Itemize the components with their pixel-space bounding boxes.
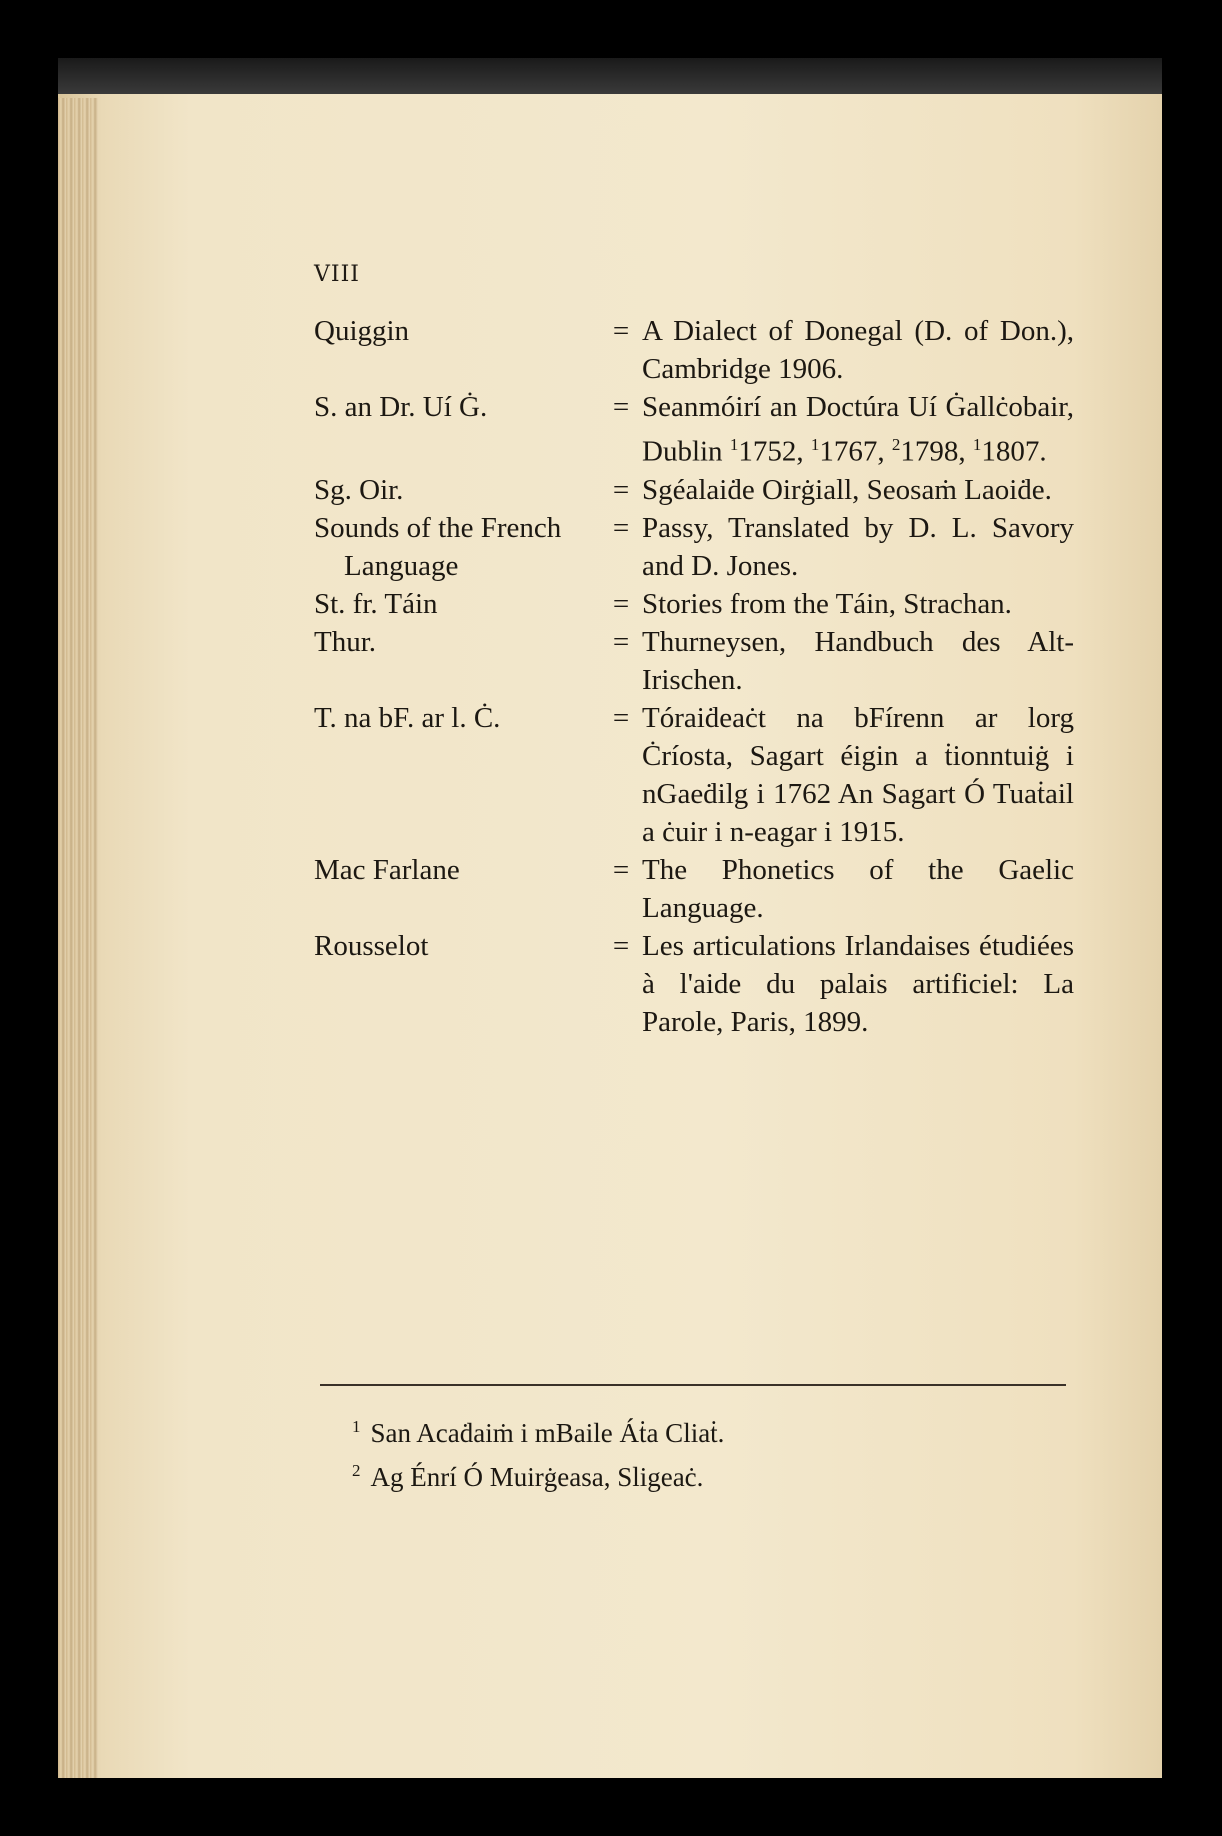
- abbreviation: [314, 312, 600, 350]
- abbreviation-entry: [314, 927, 1074, 1041]
- footnote: [352, 1452, 724, 1496]
- abbreviation-text: Thur.: [314, 625, 377, 658]
- edition-footnote-mark: 1: [810, 435, 820, 454]
- abbreviation: [314, 509, 600, 585]
- edition-footnote-mark: 1: [972, 435, 982, 454]
- page-number: VIII: [314, 262, 360, 287]
- footnote-mark: 2: [352, 1461, 361, 1480]
- equals-sign: =: [612, 853, 630, 886]
- abbreviation-entry: [314, 699, 1074, 851]
- abbreviation-text: S. an Dr. Uí Ġ.: [314, 391, 488, 423]
- edition-footnote-mark: 1: [729, 435, 739, 454]
- abbreviation-entry: [314, 509, 1074, 585]
- edition-year: 1767,: [819, 435, 892, 468]
- equals-sign: =: [612, 929, 630, 962]
- definition: Sgéalaiḋe Oirġiall, Seosaṁ Laoiḋe.: [642, 473, 1052, 506]
- edition-year: 1798,: [900, 435, 973, 468]
- abbreviation-text: Rousselot: [314, 929, 429, 962]
- footnote-text: San Acaḋaiṁ i mBaile Áṫa Cliaṫ.: [370, 1418, 725, 1448]
- abbreviation-list: [314, 312, 1074, 1041]
- equals-sign: =: [612, 315, 630, 347]
- definition-text: Seanmóirí an Doctúra Uí Ġallċobair, Dublin: [642, 391, 1074, 468]
- scan-top-edge: [58, 58, 1162, 94]
- abbreviation-entry: [314, 585, 1074, 623]
- abbreviation-entry: [314, 623, 1074, 699]
- abbreviation: [314, 623, 600, 661]
- book-page: [58, 58, 1162, 1778]
- definition: Stories from the Táin, Strachan.: [642, 587, 1012, 620]
- definition: [642, 388, 1074, 471]
- abbreviation-text: Sg. Oir.: [314, 473, 404, 506]
- equals-sign: =: [612, 625, 630, 658]
- abbreviation: [314, 927, 600, 965]
- equals-sign: =: [612, 587, 630, 620]
- edition-footnote-mark: 2: [891, 435, 901, 454]
- abbreviation-entry: [314, 388, 1074, 471]
- definition: Passy, Translated by D. L. Savory and D. Jones.: [642, 511, 1074, 582]
- abbreviation-text: Mac Farlane: [314, 853, 460, 886]
- edition-year: 1807.: [981, 435, 1047, 468]
- abbreviation: [314, 471, 600, 509]
- abbreviation: [314, 585, 600, 623]
- footnote-rule: [320, 1384, 1066, 1386]
- definition: The Phonetics of the Gaelic Language.: [642, 853, 1074, 924]
- abbreviation: [314, 851, 600, 889]
- footnote-text: Ag Énrí Ó Muirġeasa, Sligeaċ.: [370, 1462, 704, 1492]
- abbreviation: [314, 388, 600, 426]
- abbreviation-text: Sounds of the French: [314, 511, 562, 544]
- abbreviation-entry: [314, 851, 1074, 927]
- equals-sign: =: [612, 391, 630, 423]
- abbreviation-text: St. fr. Táin: [314, 587, 438, 620]
- definition: Thurneysen, Handbuch des Alt-Irischen.: [642, 625, 1074, 696]
- equals-sign: =: [612, 473, 630, 506]
- definition: Tóraiḋeaċt na bFírenn ar lorg Ċríosta, Sagart éigin a ṫionntuiġ i nGaeḋilg i 1762 An Sagart Ó Tuaṫail a ċuir i n-eagar i 1915.: [642, 701, 1074, 848]
- edition-year: 1752,: [738, 435, 811, 468]
- definition: Les articulations Irlandaises étudiées à l'aide du palais artificiel: La Parole, Paris, 1899.: [642, 929, 1074, 1038]
- abbreviation-entry: [314, 471, 1074, 509]
- equals-sign: =: [612, 701, 630, 734]
- abbreviation-text: T. na bF. ar l. Ċ.: [314, 701, 501, 734]
- page-edges: [58, 98, 98, 1778]
- abbreviation-entry: [314, 312, 1074, 388]
- footnote-mark: 1: [352, 1417, 361, 1436]
- abbreviation-continuation: Language: [344, 549, 459, 582]
- equals-sign: =: [612, 511, 630, 544]
- abbreviation-text: Quiggin: [314, 315, 410, 347]
- abbreviation: [314, 699, 600, 737]
- footnotes: [352, 1408, 724, 1496]
- footnote: [352, 1408, 724, 1452]
- definition: A Dialect of Donegal (D. of Don.), Cambridge 1906.: [642, 315, 1074, 385]
